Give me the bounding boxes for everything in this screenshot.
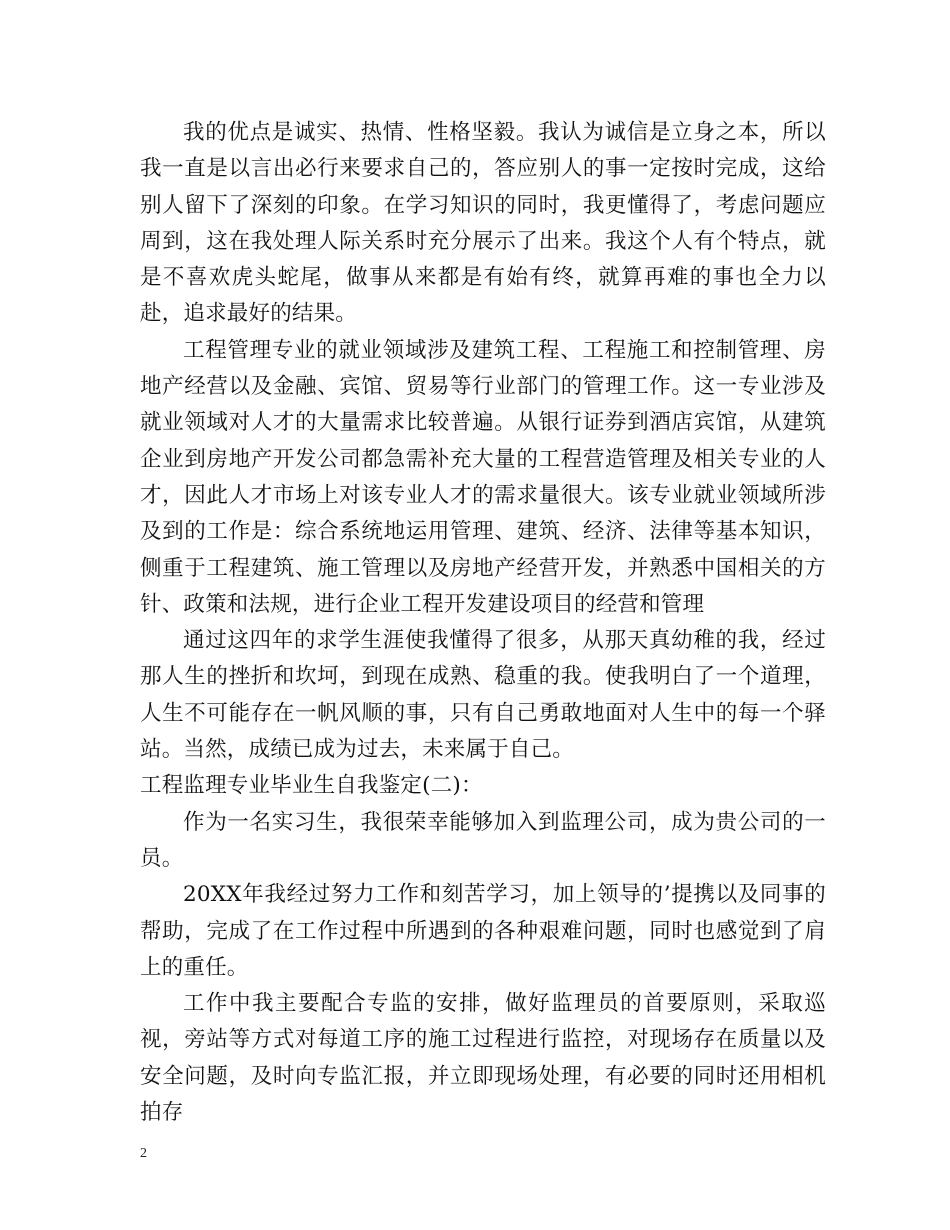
paragraph-four-years: 通过这四年的求学生涯使我懂得了很多，从那天真幼稚的我，经过那人生的挫折和坎坷，到现在成熟、稳重的我。使我明白了一个道理，人生不可能存在一帆风顺的事，只有自己勇敢地面对人生中的每一个驿站。当然，成绩已成为过去，未来属于自己。	[140, 628, 826, 763]
paragraph-supervision-duties: 工作中我主要配合专监的安排，做好监理员的首要原则，采取巡视，旁站等方式对每道工序的施工过程进行监控，对现场存在质量以及安全问题，及时向专监汇报，并立即现场处理，有必要的同时还用相机拍存	[140, 991, 826, 1126]
page-number: 2	[140, 1146, 147, 1161]
paragraph-year-work: 20XX年我经过努力工作和刻苦学习，加上领导的’提携以及同事的帮助，完成了在工作过程中所遇到的各种艰难问题，同时也感觉到了肩上的重任。	[140, 882, 826, 980]
paragraph-intern-intro: 作为一名实习生，我很荣幸能够加入到监理公司，成为贵公司的一员。	[140, 809, 826, 871]
paragraph-strengths: 我的优点是诚实、热情、性格坚毅。我认为诚信是立身之本，所以我一直是以言出必行来要求自己的，答应别人的事一定按时完成，这给别人留下了深刻的印象。在学习知识的同时，我更懂得了，考虑问题应周到，这在我处理人际关系时充分展示了出来。我这个人有个特点，就是不喜欢虎头蛇尾，做事从来都是有始有终，就算再难的事也全力以赴，追求最好的结果。	[140, 120, 826, 327]
section-heading: 工程监理专业毕业生自我鉴定(二)：	[140, 773, 483, 799]
paragraph-employment-field: 工程管理专业的就业领域涉及建筑工程、工程施工和控制管理、房地产经营以及金融、宾馆、贸易等行业部门的管理工作。这一专业涉及就业领域对人才的大量需求比较普遍。从银行证券到酒店宾馆，从建筑企业到房地产开发公司都急需补充大量的工程营造管理及相关专业的人才，因此人才市场上对该专业人才的需求量很大。该专业就业领域所涉及到的工作是：综合系统地运用管理、建筑、经济、法律等基本知识，侧重于工程建筑、施工管理以及房地产经营开发，并熟悉中国相关的方针、政策和法规，进行企业工程开发建设项目的经营和管理	[140, 337, 826, 617]
document-body	[140, 115, 826, 1131]
